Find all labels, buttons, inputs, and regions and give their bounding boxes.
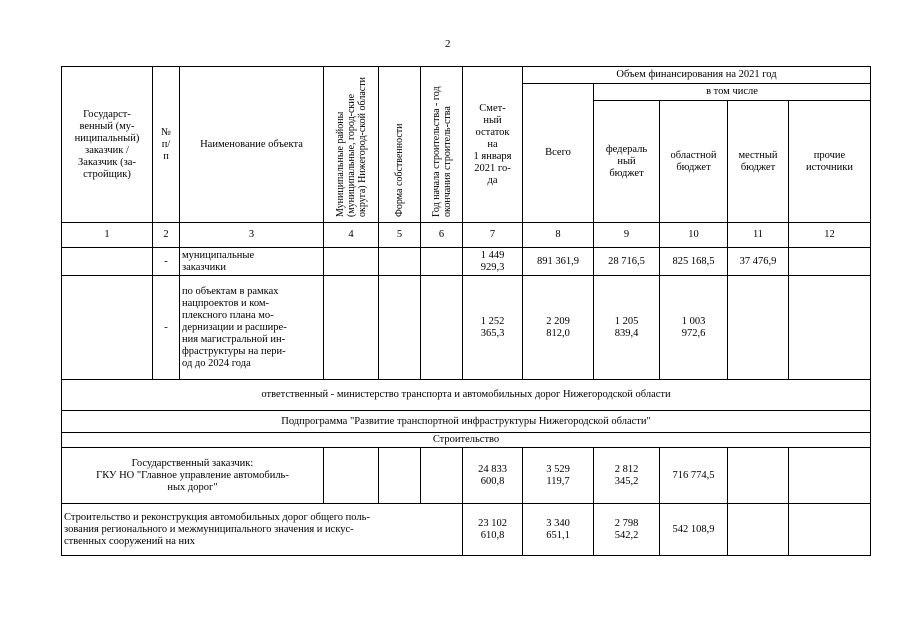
federal-value: 2 798 542,2 — [594, 504, 660, 556]
header-customer: Государст- венный (му- ниципальный) заказчик / Заказчик (за- стройщик) — [62, 67, 153, 223]
row-num: - — [153, 276, 180, 380]
header-num: № п/ п — [153, 67, 180, 223]
federal-value: 2 812 345,2 — [594, 448, 660, 504]
column-number: 1 — [62, 223, 153, 248]
federal-value: 1 205 839,4 — [594, 276, 660, 380]
table-row — [62, 504, 871, 556]
header-federal: федераль ный бюджет — [594, 101, 660, 223]
column-number-row — [62, 223, 871, 248]
subprogram-title: Подпрограмма "Развитие транспортной инфраструктуры Нижегородской области" — [62, 411, 871, 433]
header-districts: Муниципальные районы (муниципальные, город-ские округа) Нижегород-ской области — [334, 76, 368, 217]
local-value: 37 476,9 — [728, 248, 789, 276]
remainder-value: 1 449 929,3 — [463, 248, 523, 276]
object-name: муниципальные заказчики — [180, 248, 324, 276]
header-funding-2021: Объем финансирования на 2021 год — [523, 67, 871, 84]
table-row — [62, 248, 871, 276]
regional-value: 542 108,9 — [660, 504, 728, 556]
column-number: 6 — [421, 223, 463, 248]
total-value: 3 340 651,1 — [523, 504, 594, 556]
column-number: 12 — [789, 223, 871, 248]
header-other: прочие источники — [789, 101, 871, 223]
regional-value: 1 003 972,6 — [660, 276, 728, 380]
column-number: 11 — [728, 223, 789, 248]
remainder-value: 23 102 610,8 — [463, 504, 523, 556]
regional-value: 716 774,5 — [660, 448, 728, 504]
header-years: Год начала строительства - год окончания строитель-ства — [430, 85, 453, 217]
header-including: в том числе — [594, 84, 871, 101]
responsible-ministry: ответственный - министерство транспорта и автомобильных дорог Нижегородской области — [62, 380, 871, 411]
header-remainder: Смет- ный остаток на 1 января 2021 го- да — [463, 67, 523, 223]
row-num: - — [153, 248, 180, 276]
column-number: 8 — [523, 223, 594, 248]
header-regional: областной бюджет — [660, 101, 728, 223]
column-number: 7 — [463, 223, 523, 248]
column-number: 4 — [324, 223, 379, 248]
object-name: Строительство и реконструкция автомобильных дорог общего поль- зования регионального и межмуниципального значения и искус- ственных сооружений на них — [62, 504, 463, 556]
header-total: Всего — [523, 84, 594, 223]
column-number: 5 — [379, 223, 421, 248]
column-number: 3 — [180, 223, 324, 248]
total-value: 2 209 812,0 — [523, 276, 594, 380]
remainder-value: 24 833 600,8 — [463, 448, 523, 504]
table-row — [62, 276, 871, 380]
funding-table — [61, 66, 871, 556]
remainder-value: 1 252 365,3 — [463, 276, 523, 380]
page-number: 2 — [445, 38, 451, 50]
federal-value: 28 716,5 — [594, 248, 660, 276]
object-name: по объектам в рамках нацпроектов и ком- плексного плана мо- дернизации и расшире- ния магистральной ин- фраструктуры на пери- од до 2024 года — [180, 276, 324, 380]
column-number: 2 — [153, 223, 180, 248]
total-value: 891 361,9 — [523, 248, 594, 276]
object-name: Государственный заказчик: ГКУ НО "Главное управление автомобиль- ных дорог" — [62, 448, 324, 504]
header-local: местный бюджет — [728, 101, 789, 223]
header-object-name: Наименование объекта — [180, 67, 324, 223]
column-number: 10 — [660, 223, 728, 248]
regional-value: 825 168,5 — [660, 248, 728, 276]
total-value: 3 529 119,7 — [523, 448, 594, 504]
header-ownership: Форма собственности — [394, 123, 405, 217]
column-number: 9 — [594, 223, 660, 248]
section-construction: Строительство — [62, 433, 871, 448]
table-row — [62, 448, 871, 504]
